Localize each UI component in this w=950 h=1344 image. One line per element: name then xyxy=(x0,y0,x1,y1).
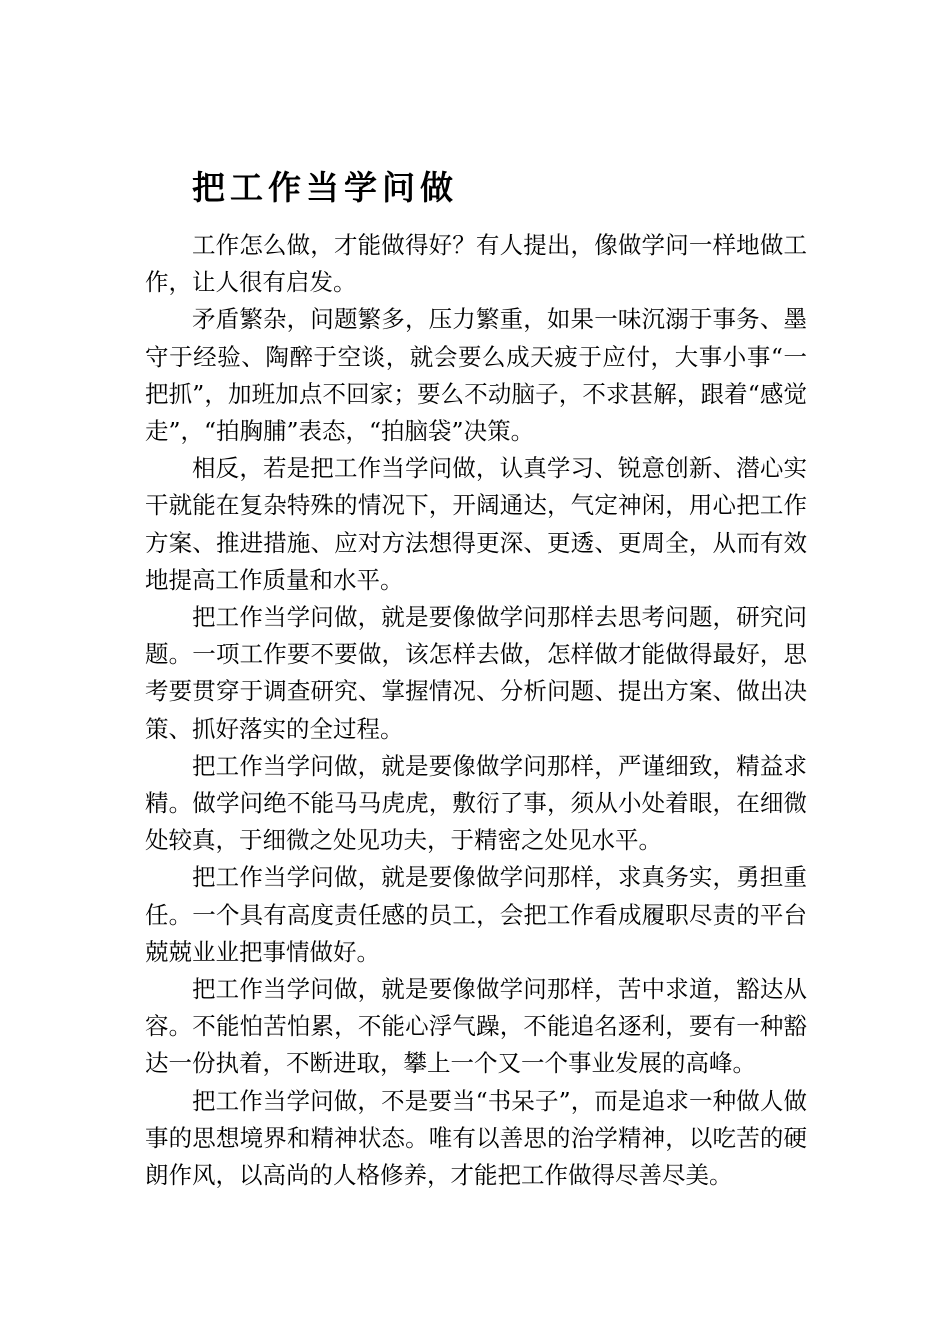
document-title: 把工作当学问做 xyxy=(192,168,458,207)
paragraph-6: 把工作当学问做，就是要像做学问那样，求真务实，勇担重任。一个具有高度责任感的员工，会把工作看成履职尽责的平台兢兢业业把事情做好。 xyxy=(145,863,807,966)
paragraph-7: 把工作当学问做，就是要像做学问那样，苦中求道，豁达从容。不能怕苦怕累，不能心浮气躁，不能追名逐利，要有一种豁达一份执着，不断进取，攀上一个又一个事业发展的高峰。 xyxy=(145,975,807,1078)
document-body xyxy=(145,227,807,1194)
paragraph-3: 相反，若是把工作当学问做，认真学习、锐意创新、潜心实干就能在复杂特殊的情况下，开阔通达，气定神闲，用心把工作方案、推进措施、应对方法想得更深、更透、更周全，从而有效地提高工作质量和水平。 xyxy=(145,454,807,594)
paragraph-1: 工作怎么做，才能做得好？有人提出，像做学问一样地做工作，让人很有启发。 xyxy=(145,231,807,297)
paragraph-2: 矛盾繁杂，问题繁多，压力繁重，如果一味沉溺于事务、墨守于经验、陶醉于空谈，就会要么成天疲于应付，大事小事“一把抓”，加班加点不回家；要么不动脑子，不求甚解，跟着“感觉走”，“拍胸脯”表态，“拍脑袋”决策。 xyxy=(145,305,807,446)
paragraph-8: 把工作当学问做，不是要当“书呆子”，而是追求一种做人做事的思想境界和精神状态。唯有以善思的治学精神，以吃苦的硬朗作风，以高尚的人格修养，才能把工作做得尽善尽美。 xyxy=(145,1086,807,1190)
paragraph-4: 把工作当学问做，就是要像做学问那样去思考问题，研究问题。一项工作要不要做，该怎样去做，怎样做才能做得最好，思考要贯穿于调查研究、掌握情况、分析问题、提出方案、做出决策、抓好落实的全过程。 xyxy=(145,603,807,743)
paragraph-5: 把工作当学问做，就是要像做学问那样，严谨细致，精益求精。做学问绝不能马马虎虎，敷衍了事，须从小处着眼，在细微处较真，于细微之处见功夫，于精密之处见水平。 xyxy=(145,751,807,855)
